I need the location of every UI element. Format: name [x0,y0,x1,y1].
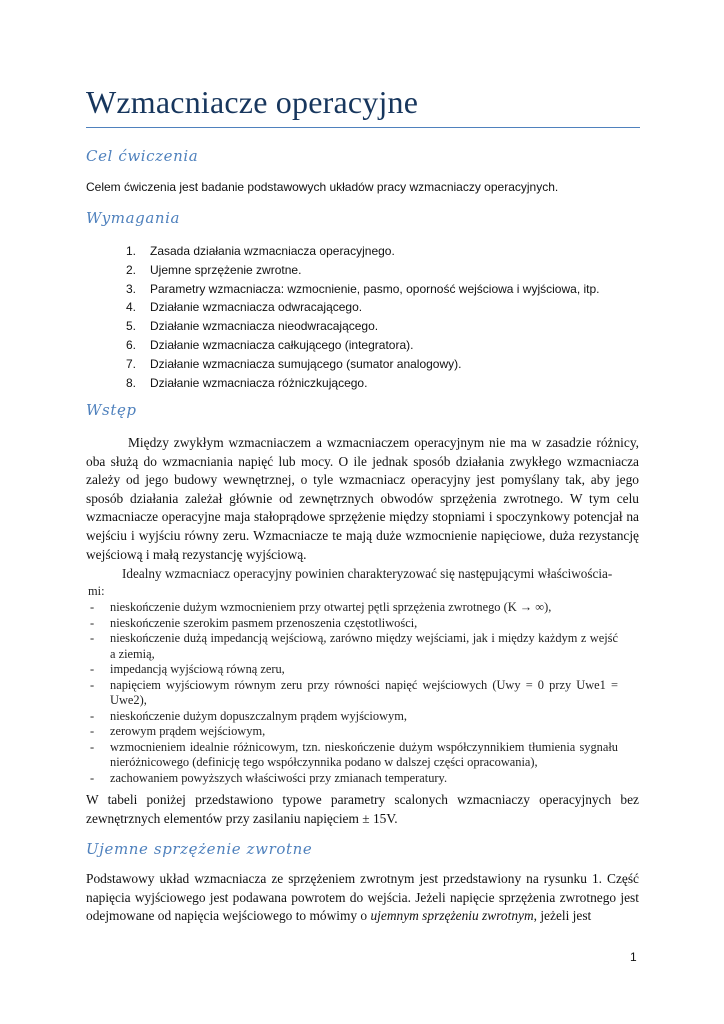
list-item: 3. Parametry wzmacniacza: wzmocnienie, pasmo, oporność wejściowa i wyjściowa, itp. [126,281,600,296]
list-item: - zachowaniem powyższych właściwości przy zmianach temperatury. [90,770,448,785]
heading-cel-cwiczenia: Cel ćwiczenia [86,147,199,165]
list-item: - impedancją wyjściową równą zeru, [90,662,285,676]
list-item: - nieskończenie szerokim pasmem przenoszenia częstotliwości, [90,615,418,630]
heading-wstep: Wstęp [86,401,137,419]
list-item: 6. Działanie wzmacniacza całkującego (integratora). [126,337,414,352]
list-item: 5. Działanie wzmacniacza nieodwracającego. [126,319,379,334]
list-item: - napięciem wyjściowym równym zeru przy równości napięć wejściowych (Uwy = 0 przy Uwe1 = Uwe2), [90,677,618,707]
cel-text: Celem ćwiczenia jest badanie podstawowych układów pracy wzmacniaczy operacyjnych. [86,180,559,194]
emphasis-term: ujemnym sprzężeniu zwrotnym [370,908,534,924]
list-item: - zerowym prądem wejściowym, [90,724,266,738]
scan-intro-cont: mi: [88,584,105,598]
properties-list [88,600,618,786]
list-item: - nieskończenie dużym wzmocnieniem przy otwartej pętli sprzężenia zwrotnego (K → ∞), [90,600,552,614]
list-item: - wzmocnieniem idealnie różnicowym, tzn. nieskończenie dużym współczynnikiem tłumienia sygnału nieróżnicowego (definicję tego współczynnika podano w dalszej części opracowania), [90,739,618,769]
scan-intro: Idealny wzmacniacz operacyjny powinien charakteryzować się następującymi właściwościa- [122,566,613,581]
ujemne-paragraph: Podstawowy układ wzmacniacza ze sprzężeniem zwrotnym jest przedstawiony na rysunku 1. Część napięcia wyjściowego jest podawana powrotem do wejścia. Jeżeli napięcie sprzężenia zwrotnego jest odejmowane od napięcia wejściowego to mówimy o ujemnym sprzężeniu zwrotnym, jeżeli jest [86,871,639,924]
scanned-properties-block [88,566,628,784]
list-item: - nieskończenie dużą impedancją wejściową, zarówno między wejściami, jak i między każdym z wejść a ziemią, [90,631,618,661]
page-title: Wzmacniacze operacyjne [86,84,419,120]
list-item: 4. Działanie wzmacniacza odwracającego. [126,300,363,315]
requirements-list [126,242,600,392]
page-number: 1 [630,950,637,964]
wstep-paragraph: Między zwykłym wzmacniaczem a wzmacniaczem operacyjnym nie ma w zasadzie różnicy, oba służą do wzmacniania napięć lub mocy. O ile jednak sposób działania zwykłego wzmacniacza zależy od jego budowy wewnętrznej, o tyle wzmacniacz operacyjny jest pomyślany tak, aby jego sposób działania zależał głównie od zewnętrznych obwodów sprzężenia zwrotnego. W tym celu wzmacniacze operacyjne maja stałoprądowe sprzężenie między stopniami i spoczynkowy potencjał na wejściu i wyjściu równy zeru. Wzmacniacze te mają duże wzmocnienie napięciowe, duża rezystancję wejściową i małą rezystancję wyjściową. [86,435,639,562]
list-item: - nieskończenie dużym dopuszczalnym prądem wyjściowym, [90,708,407,723]
list-item: 7. Działanie wzmacniacza sumującego (sumator analogowy). [126,356,462,371]
title-underline [86,127,640,128]
list-item: 1. Zasada działania wzmacniacza operacyjnego. [126,244,395,258]
heading-ujemne-sprzezenie: Ujemne sprzężenie zwrotne [86,840,313,858]
table-intro-paragraph: W tabeli poniżej przedstawiono typowe parametry scalonych wzmacniaczy operacyjnych bez zewnętrznych elementów przy zasilaniu napięciem ± 15V. [86,792,639,826]
heading-wymagania: Wymagania [86,209,181,227]
list-item: 2. Ujemne sprzężenie zwrotne. [126,262,302,277]
list-item: 8. Działanie wzmacniacza różniczkującego. [126,375,368,390]
